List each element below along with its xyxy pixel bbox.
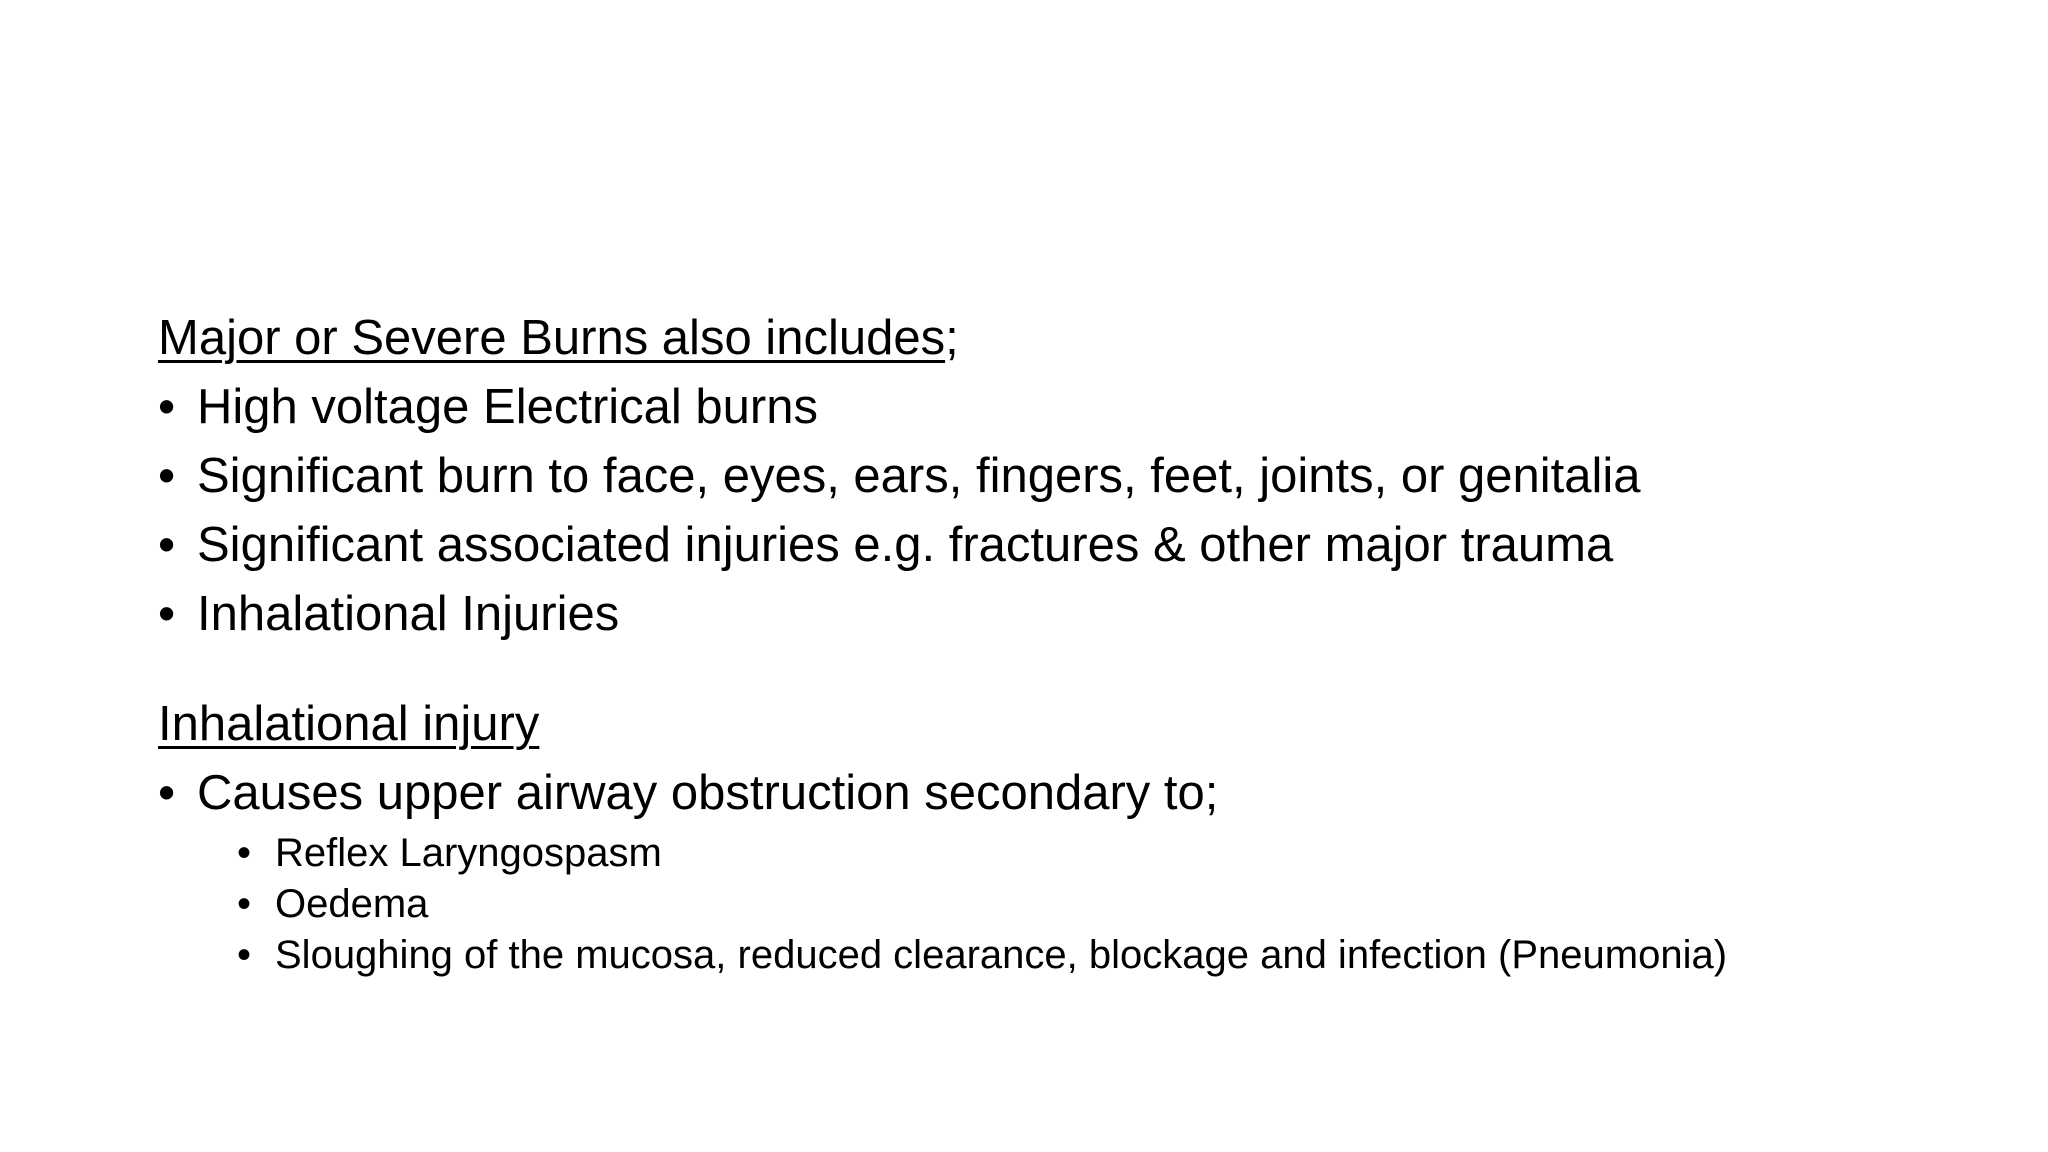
list-item: • High voltage Electrical burns [158, 373, 1978, 442]
list-item: • Significant burn to face, eyes, ears, fingers, feet, joints, or genitalia [158, 442, 1978, 511]
list-item: • Causes upper airway obstruction secondary to; [158, 759, 1978, 828]
list-item: • Inhalational Injuries [158, 580, 1978, 649]
list-item: • Significant associated injuries e.g. fractures & other major trauma [158, 511, 1978, 580]
inhalational-injury-sublist [158, 828, 1978, 981]
slide-content [158, 304, 1978, 981]
section-heading-inhalational-injury [158, 690, 1978, 759]
section-heading-major-burns-text: Major or Severe Burns also includes [158, 311, 946, 365]
major-burns-list [158, 373, 1978, 649]
section-heading-major-burns-suffix: ; [945, 311, 959, 365]
sub-list-item: • Reflex Laryngospasm [158, 828, 1978, 879]
sub-list-item: • Oedema [158, 879, 1978, 930]
section-gap [158, 649, 1978, 690]
section-heading-inhalational-injury-text: Inhalational injury [158, 697, 540, 751]
sub-list-item: • Sloughing of the mucosa, reduced clearance, blockage and infection (Pneumonia) [158, 930, 1978, 981]
section-heading-major-burns [158, 304, 1978, 373]
inhalational-injury-list [158, 759, 1978, 828]
